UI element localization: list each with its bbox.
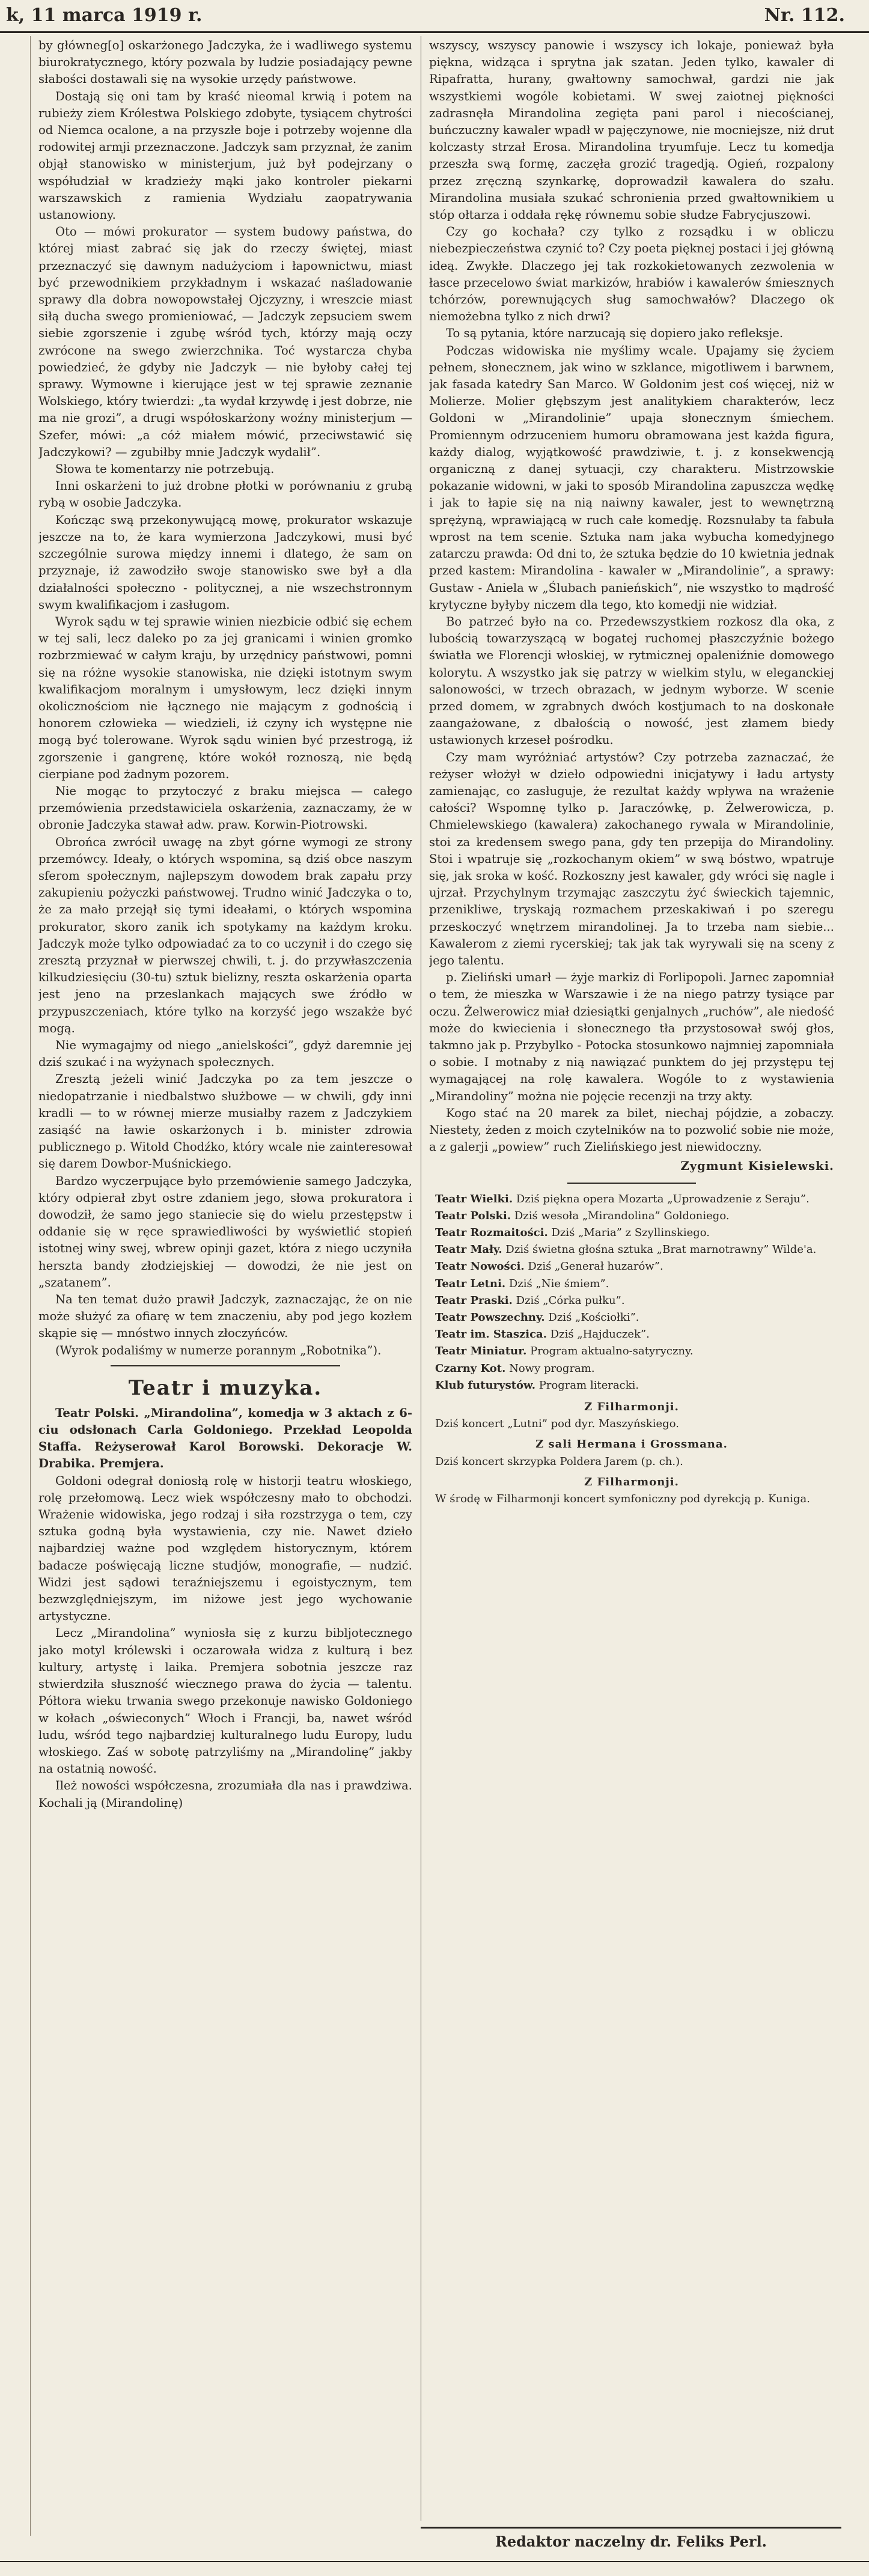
right-column xyxy=(429,37,834,2516)
article-paragraph: Dostają się oni tam by kraść nieomal krwią i potem na rubieży ziem Królestwa Polskiego zdobyte, tysiącem chytrości od Niemca ocalone, a na przyszłe boje i potrzeby wojenne dla rodowitej armji przeznaczone. Jadczyk sam przyznał, że zanim objął stanowisko w ministerjum, już był podejrzany o współudział w kradzieży mąki jako kontroler piekarni warszawskich z ramienia Wydziału zaopatrywania ustanowiony. xyxy=(38,89,412,222)
issue-number: Nr. 112. xyxy=(764,5,845,26)
concert-text: Dziś koncert „Lutni” pod dyr. Maszyńskiego. xyxy=(435,1417,679,1431)
listing-item xyxy=(429,1276,834,1293)
listing-item xyxy=(429,1225,834,1241)
listing-theatre: Teatr im. Staszica. xyxy=(435,1328,547,1341)
listing-theatre: Teatr Powszechny. xyxy=(435,1311,545,1324)
listing-item xyxy=(429,1208,834,1225)
review-paragraph: Podczas widowiska nie myślimy wcale. Upajamy się życiem pełnem, słonecznem, jak wino w szklance, migotliwem i barwnem, jak fasada katedry San Marco. W Goldonim jest coś więcej, niż w Molierze. Molier głębszym jest analitykiem charakterów, lecz Goldoni w „Mirandolinie” upaja słonecznym śmiechem. Promiennym odrzuceniem humoru obramowana jest każda figura, każdy dialog, wyjątkowość prawdziwie, t. j. z konsekwencją organiczną z danej sytuacji, czy charakteru. Mistrzowskie pokazanie widowni, w jaki to sposób Mirandolina zapuszcza wędkę i jak to łapie się na nią naiwny kawaler, jest to wewnętrzną sprężyną, wprawiającą w ruch całe komedję. Rozsnułaby ta fabuła wprost na tem scenie. Sztuka nam jaka wybucha komedyjnego zatarczu prawda: Od dni to, że sztuka będzie do 10 kwietnia jednak przed kastem: Mirandolina - kawaler w „Mirandolinie”, a sprawy: Gustaw - Aniela w „Ślubach panieńskich”, nie wszystko to mądrość krytyczne byłyby niczem dla tego, kto komedji nie widział. xyxy=(429,343,834,612)
review-paragraph: Ileż nowości współczesna, zrozumiała dla nas i prawdziwa. Kochali ją (Mirandolinę) xyxy=(38,1779,412,1810)
article-paragraph: Nie mogąc to przytoczyć z braku miejsca — całego przemówienia przedstawiciela oskarżenia, zaznaczamy, że w obronie Jadczyka stawał adw. praw. Korwin-Piotrowski. xyxy=(38,784,412,832)
issue-date: k, 11 marca 1919 r. xyxy=(6,5,203,26)
listing-theatre: Teatr Rozmaitości. xyxy=(435,1226,548,1240)
article-paragraph: Kończąc swą przekonywującą mowę, prokurator wskazuje jeszcze na to, że kara wymierzona Jadczykowi, musi być szczególnie surowa między innemi i dlatego, że sam on przyznaje, iż zawodziło swoje stanowisko swe był a dla działalności społeczno - politycznej, a nie wszechstronnym swym kwalifikacjom i zasługom. xyxy=(38,513,412,612)
listing-theatre: Teatr Wielki. xyxy=(435,1192,513,1205)
review-paragraph: Czy mam wyróżniać artystów? Czy potrzeba zaznaczać, że reżyser włożył w dzieło odpowiedni inicjatywy i ładu artysty zamienając, co zasługuje, że rezultat każdy wpływa na wrażenie całości? Wspomnę tylko p. Jaraczówkę, p. Żelwerowicza, p. Chmielewskiego (kawalera) zakochanego rywala w Mirandolinie, stoi za kredensem swego pana, gdy ten przepija do Mirandoliny. Stoi i wpatruje się „rozkochanym okiem” w swą bóstwo, wpatruje się, jak sroka w kość. Rozkoszny jest kawaler, gdy wróci się nagle i ujrzał. Przychylnym trzymając zaszczytu żyć świeckich tajemnic, przenikliwe, tryskają rozmachem przeskakiwań i po szeregu przeskoczyć wnętrzem mirandolinej. Ja to trzeba nam siebie... Kawalerom z ziemi rycerskiej; tak jak tak wyrywali się na sceny z jego talentu. xyxy=(429,750,834,967)
listing-text: Dziś „Nie śmiem”. xyxy=(508,1277,609,1290)
listing-theatre: Teatr Praski. xyxy=(435,1294,513,1307)
listing-theatre: Teatr Mały. xyxy=(435,1243,502,1256)
article-paragraph: Obrońca zwrócił uwagę na zbyt górne wymogi ze strony przemówcy. Ideały, o których wspomina, są dziś obce naszym sferom społecznym, najlepszym dowodem brak zapału przy zakupieniu pożyczki państwowej. Trudno winić Jadczyka o to, że za mało przejął się tymi ideałami, o których wspomina prokurator, skoro zanik ich spotykamy na każdym kroku. Jadczyk może tylko odpowiadać za to co uczynił i do czego się zresztą przyznał w pierwszej chwili, t. j. do przywłaszczenia kilkudziesięciu (30-tu) sztuk bielizny, reszta oskarżenia oparta jest jeno na przeslankach mających swe źródło w przypuszczeniach, które tylko na korzyść jego wszakże być mogą. xyxy=(38,835,412,1035)
listing-text: Dziś wesoła „Mirandolina” Goldoniego. xyxy=(514,1209,730,1222)
concert-heading: Z Filharmonji. xyxy=(584,1401,679,1414)
listing-item xyxy=(429,1377,834,1394)
review-paragraph: Czy go kochała? czy tylko z rozsądku i w obliczu niebezpieczeństwa czynić to? Czy poeta pięknej postaci i jej główną ideą. Zwykłe. Dlaczego jej tak rozkokietowanych zezwolenia w łasce przecelowo świat markizów, hrabiów i kawalerów śmiesznych tchórzów, porewnujących sług samochwałów? Dlaczego ok niemożebna tylko z nich drwi? xyxy=(429,225,834,324)
listing-item xyxy=(429,1360,834,1377)
listing-text: Dziś „Hajduczek”. xyxy=(550,1328,650,1341)
listing-text: Program literacki. xyxy=(538,1378,639,1392)
bottom-rule xyxy=(0,2561,869,2562)
left-column xyxy=(38,37,412,2516)
listing-theatre: Teatr Polski. xyxy=(435,1209,511,1222)
listing-theatre: Teatr Letni. xyxy=(435,1277,506,1290)
left-margin-strip xyxy=(0,36,31,2536)
article-paragraph: Inni oskarżeni to już drobne płotki w porównaniu z grubą rybą w osobie Jadczyka. xyxy=(38,479,412,510)
listing-item xyxy=(429,1293,834,1309)
listing-item xyxy=(429,1309,834,1326)
review-paragraph: wszyscy, wszyscy panowie i wszyscy ich lokaje, ponieważ była piękna, widząca i sprytna jak szatan. Jeden tylko, kawaler di Ripafratta, hurany, gwałtowny samochwał, gardzi nie jak wszystkiemi wogóle kobietami. W swej zaiotnej piękności zadrasnęła Mirandolina zegięta pani parol i niecościanej, buńczuczny kawaler wpadł w pajęczynowe, nie mocniejsze, niż drut kolczasty strzał Erosa. Mirandolina tryumfuje. Lecz tu komedja przeszła swą formę, zaczęła grozić tragedją. Ogień, rozpalony przez zręczną szynkarkę, doprowadził kawalera do szału. Mirandolina musiała szukać schronienia przed gwałtownikiem u stóp ołtarza i oddała rękę równemu sobie słudze Fabrycjuszowi. xyxy=(429,38,834,222)
review-paragraph: To są pytania, które narzucają się dopiero jako refleksje. xyxy=(446,326,784,341)
concert-heading: Z Filharmonji. xyxy=(584,1475,679,1488)
concert-heading: Z sali Hermana i Grossmana. xyxy=(535,1438,728,1451)
listing-text: Dziś „Generał huzarów”. xyxy=(528,1260,663,1273)
listing-text: Dziś świetna głośna sztuka „Brat marnotrawny” Wilde'a. xyxy=(505,1243,817,1256)
review-paragraph: Bo patrzeć było na co. Przedewszystkiem rozkosz dla oka, z lubością towarzyszącą w bogatej ruchomej płaszczyźnie bożego światła we Florencji włoskiej, w rytmicznej opaleniźnie domowego kolorytu. A wszystko jak się patrzy w wielkim stylu, w eleganckiej salonowości, w trzech obrazach, w jednym wyborze. W scenie przed domem, w zgrabnych dwóch kostjumach to na doskonałe zaangażowane, z dbałością o nowość, jest złamem biedy ustawionych krzeseł pośrodku. xyxy=(429,614,834,748)
listing-text: Dziś „Maria” z Szyllinskiego. xyxy=(551,1226,710,1240)
listing-theatre: Teatr Nowości. xyxy=(435,1260,525,1273)
listings-divider xyxy=(567,1183,696,1184)
article-paragraph: Bardzo wyczerpujące było przemówienie samego Jadczyka, który odpierał zbyt ostre zdaniem jego, słowa prokuratora i dowodził, że samo jego staniecie się do wielu przestępstw i oddanie się w ręce sprawiedliwości by wyświetlić stopień istotnej winy swej, wbrew opinji gazet, która z niego uczyniła herszta bandy złodziejskiej — dowodzi, że nie jest on „szatanem”. xyxy=(38,1174,412,1290)
listing-text: Dziś „Córka pułku”. xyxy=(516,1294,625,1307)
listing-item xyxy=(429,1343,834,1360)
listing-text: Nowy program. xyxy=(509,1362,595,1375)
listing-text: Program aktualno-satyryczny. xyxy=(530,1345,694,1358)
article-paragraph: Nie wymagajmy od niego „anielskości”, gdyż daremnie jej dziś szukać i na wyżynach społecznych. xyxy=(38,1038,412,1070)
concert-text: Dziś koncert skrzypka Poldera Jarem (p. ch.). xyxy=(435,1455,683,1468)
page-header xyxy=(0,0,869,33)
section-heading: Teatr i muzyka. xyxy=(128,1375,323,1400)
editor-footer: Redaktor naczelny dr. Feliks Perl. xyxy=(421,2527,841,2555)
listing-item xyxy=(429,1258,834,1275)
review-paragraph: Kogo stać na 20 marek za bilet, niechaj pójdzie, a zobaczy. Niestety, żeden z moich czytelników na to pozwolić sobie nie może, a z galerji „powiew” ruch Zielińskiego jest niewidoczny. xyxy=(429,1106,834,1154)
article-paragraph: Wyrok sądu w tej sprawie winien niezbicie odbić się echem w tej sali, lecz daleko po za jej granicami i winien gromko rozbrzmiewać w całym kraju, by urzędnicy państwowi, pomni się na różne wysokie stanowiska, nie dzięki istotnym swym kwalifikacjom moralnym i umysłowym, lecz dzięki innym okolicznościom nie łącznego nie mającym z godnością i honorem człowieka — wiedzieli, iż czyny ich występne nie mogą być tolerowane. Wyrok sądu winien być przestrogą, iż zgorszenie i gangrenę, które wokół roznoszą, nie będą cierpiane pod żadnym pozorem. xyxy=(38,614,412,781)
review-lead: Teatr Polski. „Mirandolina”, komedja w 3 aktach z 6-ciu odsłonach Carla Goldoniego. Przekład Leopolda Staffa. Reżyserował Karol Borowski. Dekoracje W. Drabika. Premjera. xyxy=(38,1405,412,1471)
listing-item xyxy=(429,1326,834,1343)
article-paragraph: Zresztą jeżeli winić Jadczyka po za tem jeszcze o niedopatrzanie i niedbalstwo służbowe — w chwili, gdy inni kradli — to w równej mierze musiałby razem z Jadczykiem zasiąść na ławie oskarżonych i b. minister zdrowia publicznego p. Witold Chodźko, który wcale nie zainteresował się darem Dowbor-Muśnickiego. xyxy=(38,1072,412,1171)
article-paragraph: (Wyrok podaliśmy w numerze porannym „Robotnika”). xyxy=(55,1343,382,1357)
listing-theatre: Teatr Miniatur. xyxy=(435,1345,527,1358)
review-signature: Zygmunt Kisielewski. xyxy=(680,1159,834,1174)
article-paragraph: by główneg[o] oskarżonego Jadczyka, że i wadliwego systemu biurokratycznego, który pozwala by ludzie posiadający pewne słabości dostawali się na wysokie urzędy państwowe. xyxy=(38,38,412,87)
listing-theatre: Czarny Kot. xyxy=(435,1362,506,1375)
listing-theatre: Klub futurystów. xyxy=(435,1378,536,1392)
section-divider xyxy=(111,1365,340,1366)
review-paragraph: Goldoni odegrał doniosłą rolę w historji teatru włoskiego, rolę przełomową. Lecz wiek współczesny mało to obchodzi. Wrażenie widowiska, jego rodzaj i siła rozstrzyga o tem, czy sztuka godną była wystawienia, czy nie. Nawet dzieło najbardziej ważne pod względem historycznym, którem badacze poświęcają liczne studjów, monografie, — nudzić. Widzi jest sądowi teraźniejszemu i egoistycznym, tem bezwzględniejszym, im niżowe jest jego wychowanie artystyczne. xyxy=(38,1473,412,1624)
review-paragraph: p. Zieliński umarł — żyje markiz di Forlipopoli. Jarnec zapomniał o tem, że mieszka w Warszawie i że na niego patrzy tysiące par oczu. Żelwerowicz miał dziesiątki genjalnych „ruchów”, ale niedość może do kwiecienia i słonecznego tła przystosował swój głos, takmno jak p. Przybylko - Potocka stosunkowo najmniej zapomniała o sobie. I motnaby z nią nawiązać punktem do jej przystępu tej wymagającej na rolę kawalera. Wogóle to z wystawienia „Mirandoliny” można nie pojęcie recenzji na trzy akty. xyxy=(429,970,834,1103)
listing-text: Dziś piękna opera Mozarta „Uprowadzenie z Seraju”. xyxy=(516,1192,810,1205)
concert-text: W środę w Filharmonji koncert symfoniczny pod dyrekcją p. Kuniga. xyxy=(435,1493,810,1506)
article-paragraph: Słowa te komentarzy nie potrzebują. xyxy=(55,462,275,477)
listing-item xyxy=(429,1241,834,1258)
listing-text: Dziś „Kościołki”. xyxy=(548,1311,639,1324)
review-paragraph: Lecz „Mirandolina” wyniosła się z kurzu bibljotecznego jako motyl królewski i oczarowała widza z kulturą i bez kultury, artystę i laika. Premjera sobotnia jeszcze raz stwierdziła słuszność wiecznego prawa do życia — talentu. Półtora wieku trwania swego przekonuje nawisko Goldoniego w kołach „oświeconych” Włoch i Francji, ba, nawet wśród ludu, wśród tego najbardziej kulturalnego ludu Europy, ludu włoskiego. Zaś w sobotę patrzyliśmy na „Mirandolinę” jakby na ostatnią nowość. xyxy=(38,1626,412,1776)
listing-item xyxy=(429,1191,834,1208)
article-paragraph: Oto — mówi prokurator — system budowy państwa, do której miast zabrać się jak do rzeczy świętej, miast przeznaczyć się dawnym nadużyciom i łapownictwu, miast być przewodnikiem przykładnym i wskazać naśladowanie sprawy dla dobra nowopowstałej Ojczyzny, i wreszcie miast siłą ducha swego promieniować, — Jadczyk zepsuciem swem siebie zgorszenie i zgubę wśród tych, którzy mają oczy zwrócone na swego zwierzchnika. Toć wystarcza chyba powiedzieć, że gdyby nie Jadczyk — nie byłoby całej tej sprawy. Wymowne i kierujące jest w tej sprawie zeznanie Wolskiego, który twierdzi: „ta wydał krzywdę i jest dobrze, nie ma nie grozi”, a drugi współoskarżony woźny ministerjum — Szefer, mówi: „a cóż miałem mówić, przeciwstawić się Jadczykowi? — zgubiłby mnie Jadczyk wydalił”. xyxy=(38,225,412,459)
article-paragraph: Na ten temat dużo prawił Jadczyk, zaznaczając, że on nie może służyć za ofiarę w tem znaczeniu, aby pod jego kozłem skąpie się — mnóstwo innych złoczyńców. xyxy=(38,1293,412,1341)
